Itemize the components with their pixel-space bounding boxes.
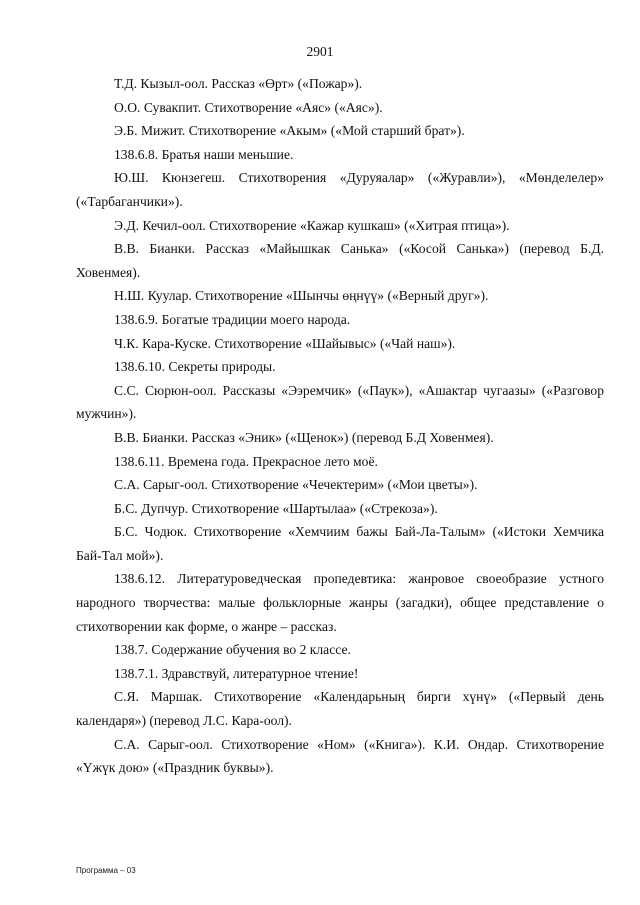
section-heading: 138.6.12. Литературоведческая пропедевтика: жанровое своеобразие устного народного творчества: малые фольклорные жанры (загадки), общее представление о стихотворении как форме, о жанре – рассказ. xyxy=(76,571,604,634)
section-heading: 138.6.9. Богатые традиции моего народа. xyxy=(114,311,351,327)
section-heading: 138.6.11. Времена года. Прекрасное лето моё. xyxy=(114,453,378,469)
paragraph: О.О. Сувакпит. Стихотворение «Аяс» («Аяс»). xyxy=(114,99,383,115)
paragraph: Э.Б. Мижит. Стихотворение «Акым» («Мой старший брат»). xyxy=(114,123,465,139)
paragraph: В.В. Бианки. Рассказ «Майышкак Санька» («Косой Санька») (перевод Б.Д. Ховенмея). xyxy=(76,241,604,280)
paragraph: С.Я. Маршак. Стихотворение «Календарьның бирги хүнү» («Первый день календаря») (перевод Л.С. Кара-оол). xyxy=(76,689,604,729)
paragraph: Б.С. Чодюк. Стихотворение «Хемчиим бажы Бай-Ла-Талым» («Истоки Хемчика Бай-Тал мой»). xyxy=(76,524,604,563)
paragraph: Ю.Ш. Кюнзегеш. Стихотворения «Дуруяалар» («Журавли»), «Мөнделелер» («Тарбаганчики»). xyxy=(76,170,604,209)
paragraph: Н.Ш. Куулар. Стихотворение «Шынчы өңнүү» («Верный друг»). xyxy=(114,288,489,304)
page-footer: Программа – 03 xyxy=(76,866,136,875)
paragraph: Ч.К. Кара-Куске. Стихотворение «Шайывыс» («Чай наш»). xyxy=(114,335,456,351)
paragraph: С.А. Сарыг-оол. Стихотворение «Ном» («Книга»). К.И. Ондар. Стихотворение «Үжүк дою» («Праздник буквы»). xyxy=(76,736,604,776)
section-heading: 138.7. Содержание обучения во 2 классе. xyxy=(114,642,351,658)
page-number: 2901 xyxy=(306,44,334,59)
paragraph: В.В. Бианки. Рассказ «Эник» («Щенок») (перевод Б.Д Ховенмея). xyxy=(114,429,494,445)
paragraph: Б.С. Дупчур. Стихотворение «Шартылаа» («Стрекоза»). xyxy=(114,500,438,516)
section-heading: 138.7.1. Здравствуй, литературное чтение! xyxy=(114,665,359,681)
paragraph: Т.Д. Кызыл-оол. Рассказ «Өрт» («Пожар»). xyxy=(114,76,363,91)
paragraph: Э.Д. Кечил-оол. Стихотворение «Кажар кушкаш» («Хитрая птица»). xyxy=(114,217,510,233)
paragraph: С.А. Сарыг-оол. Стихотворение «Чечектерим» («Мои цветы»). xyxy=(114,477,478,493)
paragraph: С.С. Сюрюн-оол. Рассказы «Ээремчик» («Паук»), «Ашактар чугаазы» («Разговор мужчин»). xyxy=(76,382,604,422)
page-content xyxy=(76,72,604,780)
section-heading: 138.6.10. Секреты природы. xyxy=(114,359,276,375)
section-heading: 138.6.8. Братья наши меньшие. xyxy=(114,146,294,162)
